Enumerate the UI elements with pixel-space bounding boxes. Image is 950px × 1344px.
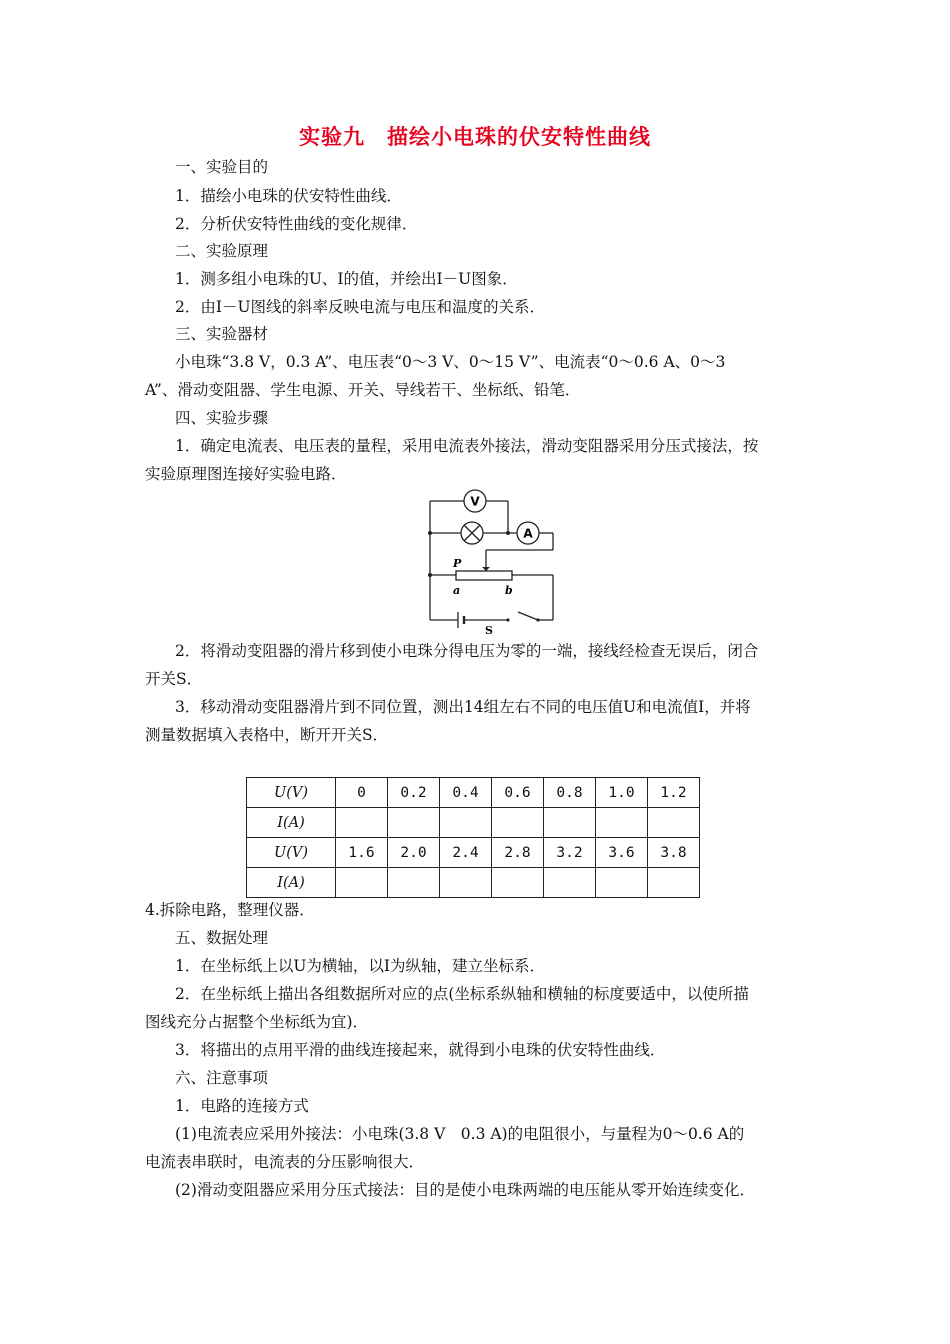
paragraph: 开关S． <box>145 670 203 688</box>
paragraph: 2．由I－U图线的斜率反映电流与电压和温度的关系． <box>175 298 546 316</box>
paragraph: 2．在坐标纸上描出各组数据所对应的点(坐标系纵轴和横轴的标度要适中，以使所描 <box>175 985 749 1003</box>
bulb-icon <box>461 522 483 544</box>
paragraph: 图线充分占据整个坐标纸为宜)． <box>145 1013 369 1031</box>
table-cell <box>336 868 388 898</box>
voltmeter-label: V <box>470 494 480 509</box>
table-row <box>247 808 700 838</box>
table-row <box>247 868 700 898</box>
circuit-diagram <box>420 488 570 638</box>
paragraph: 1．电路的连接方式 <box>175 1097 309 1115</box>
switch-label: S <box>485 624 493 637</box>
table-cell: 3.6 <box>596 838 648 868</box>
table-row <box>247 838 700 868</box>
paragraph: 实验原理图连接好实验电路． <box>145 465 347 483</box>
paragraph: 2．分析伏安特性曲线的变化规律． <box>175 215 418 233</box>
section-heading: 一、实验目的 <box>175 158 269 176</box>
table-cell <box>388 868 440 898</box>
table-cell <box>648 868 700 898</box>
paragraph: 1．描绘小电珠的伏安特性曲线． <box>175 187 402 205</box>
end-b-label: b <box>505 584 513 597</box>
table-cell: 0.8 <box>544 778 596 808</box>
paragraph: 测量数据填入表格中，断开开关S． <box>145 726 389 744</box>
paragraph: A”、滑动变阻器、学生电源、开关、导线若干、坐标纸、铅笔． <box>145 381 581 399</box>
end-a-label: a <box>453 584 461 597</box>
table-cell: 0.2 <box>388 778 440 808</box>
table-cell: 3.8 <box>648 838 700 868</box>
table-cell <box>544 808 596 838</box>
table-cell: 1.0 <box>596 778 648 808</box>
section-heading: 五、数据处理 <box>175 929 269 947</box>
paragraph: 1．在坐标纸上以U为横轴，以I为纵轴，建立坐标系． <box>175 957 546 975</box>
table-cell: 3.2 <box>544 838 596 868</box>
table-cell: 1.6 <box>336 838 388 868</box>
row-label: U(V) <box>247 838 336 868</box>
slider-label: P <box>453 557 462 570</box>
section-heading: 三、实验器材 <box>175 325 269 343</box>
row-label: U(V) <box>247 778 336 808</box>
paragraph: 3．将描出的点用平滑的曲线连接起来，就得到小电珠的伏安特性曲线． <box>175 1041 666 1059</box>
section-heading: 二、实验原理 <box>175 242 269 260</box>
voltmeter-icon <box>464 490 486 512</box>
page-title: 实验九 描绘小电珠的伏安特性曲线 <box>299 125 651 149</box>
table-cell <box>492 808 544 838</box>
section-heading: 四、实验步骤 <box>175 409 269 427</box>
paragraph: 4.拆除电路，整理仪器． <box>145 901 315 919</box>
table-cell <box>336 808 388 838</box>
table-cell <box>544 868 596 898</box>
table-cell: 0 <box>336 778 388 808</box>
table-cell <box>440 868 492 898</box>
row-label: I(A) <box>247 868 336 898</box>
table-cell <box>596 808 648 838</box>
table-row <box>247 778 700 808</box>
paragraph: 1．测多组小电珠的U、I的值，并绘出I－U图象． <box>175 270 518 288</box>
paragraph: 电流表串联时，电流表的分压影响很大． <box>145 1153 425 1171</box>
row-label: I(A) <box>247 808 336 838</box>
paragraph: 1．确定电流表、电压表的量程，采用电流表外接法，滑动变阻器采用分压式接法，按 <box>175 437 759 455</box>
paragraph: 2．将滑动变阻器的滑片移到使小电珠分得电压为零的一端，接线经检查无误后，闭合 <box>175 642 759 660</box>
table-cell: 1.2 <box>648 778 700 808</box>
table-cell: 0.4 <box>440 778 492 808</box>
table-cell: 2.4 <box>440 838 492 868</box>
section-heading: 六、注意事项 <box>175 1069 269 1087</box>
ammeter-icon <box>517 522 539 544</box>
table-cell: 2.8 <box>492 838 544 868</box>
paragraph: 3．移动滑动变阻器滑片到不同位置，测出14组左右不同的电压值U和电流值I，并将 <box>175 698 751 716</box>
table-cell <box>440 808 492 838</box>
paragraph: 小电珠“3.8 V，0.3 A”、电压表“0～3 V、0～15 V”、电流表“0～0.6 A、0～3 <box>175 353 726 371</box>
paragraph: (1)电流表应采用外接法：小电珠(3.8 V 0.3 A)的电阻很小，与量程为0～0.6 A的 <box>175 1125 745 1143</box>
data-table <box>246 777 700 898</box>
table-cell: 0.6 <box>492 778 544 808</box>
table-cell: 2.0 <box>388 838 440 868</box>
table-cell <box>492 868 544 898</box>
ammeter-label: A <box>523 526 533 541</box>
table-cell <box>648 808 700 838</box>
table-cell <box>596 868 648 898</box>
table-cell <box>388 808 440 838</box>
paragraph: (2)滑动变阻器应采用分压式接法：目的是使小电珠两端的电压能从零开始连续变化． <box>175 1181 755 1199</box>
